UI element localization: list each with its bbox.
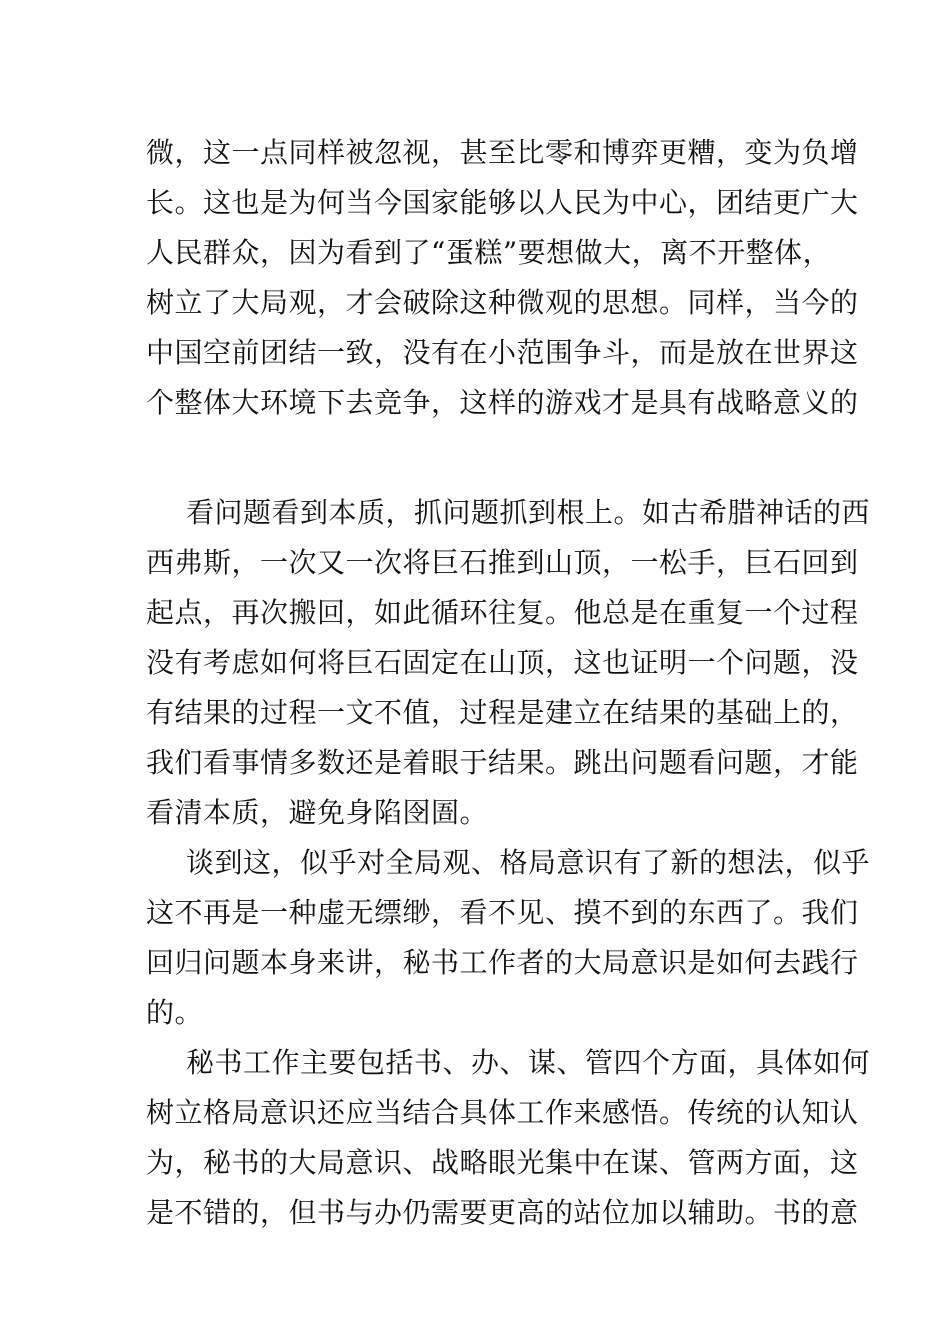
text-line: 的。 [146, 996, 204, 1029]
text-line: 看清本质，避免身陷囹圄。 [146, 796, 489, 829]
text-line: 为，秘书的大局意识、战略眼光集中在谋、管两方面，这 [146, 1146, 859, 1179]
text-line: 长。这也是为何当今国家能够以人民为中心，团结更广大 [146, 186, 859, 219]
text-line: 没有考虑如何将巨石固定在山顶，这也证明一个问题，没 [146, 646, 859, 679]
text-line: 中国空前团结一致，没有在小范围争斗，而是放在世界这 [146, 336, 859, 369]
text-line: 树立了大局观，才会破除这种微观的思想。同样，当今的 [146, 286, 859, 319]
text-line: 西弗斯，一次又一次将巨石推到山顶，一松手，巨石回到 [146, 546, 859, 579]
paragraph-gap [146, 428, 808, 488]
text-line: 是不错的，但书与办仍需要更高的站位加以辅助。书的意 [146, 1196, 859, 1229]
text-line: 回归问题本身来讲，秘书工作者的大局意识是如何去践行 [146, 946, 859, 979]
text-line: 秘书工作主要包括书、办、谋、管四个方面，具体如何 [186, 1046, 871, 1079]
text-line: 这不再是一种虚无缥缈，看不见、摸不到的东西了。我们 [146, 896, 859, 929]
paragraph-2 [146, 488, 871, 838]
text-line: 人民群众，因为看到了“蛋糕”要想做大，离不开整体， [146, 236, 832, 269]
text-line: 看问题看到本质，抓问题抓到根上。如古希腊神话的西 [186, 496, 871, 529]
paragraph-4 [146, 1038, 871, 1238]
text-line: 谈到这，似乎对全局观、格局意识有了新的想法，似乎 [186, 846, 871, 879]
text-line: 有结果的过程一文不值，过程是建立在结果的基础上的， [146, 696, 859, 729]
text-line: 微，这一点同样被忽视，甚至比零和博弈更糟，变为负增 [146, 136, 859, 169]
text-line: 我们看事情多数还是着眼于结果。跳出问题看问题，才能 [146, 746, 859, 779]
paragraph-3 [146, 838, 871, 1038]
document-body [146, 128, 871, 1238]
paragraph-1 [146, 128, 859, 428]
text-line: 起点，再次搬回，如此循环往复。他总是在重复一个过程 [146, 596, 859, 629]
text-line: 个整体大环境下去竞争，这样的游戏才是具有战略意义的 [146, 386, 859, 419]
text-line: 树立格局意识还应当结合具体工作来感悟。传统的认知认 [146, 1096, 859, 1129]
